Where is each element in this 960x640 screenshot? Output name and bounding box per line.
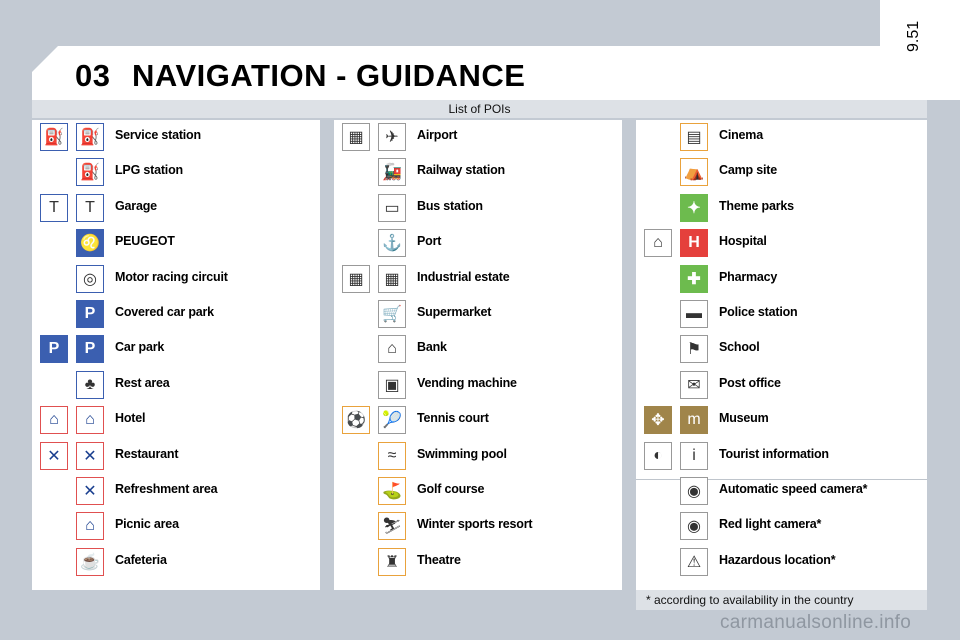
poi-label: Pharmacy bbox=[719, 270, 778, 284]
poi-row bbox=[636, 369, 927, 404]
poi-label: Winter sports resort bbox=[417, 517, 533, 531]
poi-label: Camp site bbox=[719, 163, 777, 177]
picnic-area-icon: ⌂ bbox=[76, 512, 104, 540]
poi-label: Refreshment area bbox=[115, 482, 218, 496]
film-icon: ▤ bbox=[680, 123, 708, 151]
poi-label: Supermarket bbox=[417, 305, 492, 319]
sports-icon: ⚽ bbox=[342, 406, 370, 434]
poi-label: Tennis court bbox=[417, 411, 489, 425]
shopping-cart-icon: 🛒 bbox=[378, 300, 406, 328]
garage-hammer-icon: T bbox=[40, 194, 68, 222]
poi-label: Cinema bbox=[719, 128, 763, 142]
coffee-cup-icon: ☕ bbox=[76, 548, 104, 576]
poi-row bbox=[334, 333, 622, 368]
poi-row bbox=[334, 192, 622, 227]
train-icon: 🚂 bbox=[378, 158, 406, 186]
hospital-h-icon: H bbox=[680, 229, 708, 257]
poi-row bbox=[636, 227, 927, 262]
poi-label: Theme parks bbox=[719, 199, 794, 213]
car-park-icon: P bbox=[40, 335, 68, 363]
poi-label: Vending machine bbox=[417, 376, 517, 390]
industrial-estate-icon: ▦ bbox=[378, 265, 406, 293]
poi-row bbox=[334, 510, 622, 545]
theatre-icon: ♜ bbox=[378, 548, 406, 576]
hazard-warning-icon: ⚠ bbox=[680, 548, 708, 576]
page-number: 9.51 bbox=[905, 20, 922, 52]
peugeot-lion-icon: ♌ bbox=[76, 229, 104, 257]
poi-row bbox=[334, 156, 622, 191]
poi-row bbox=[334, 475, 622, 510]
poi-row bbox=[334, 546, 622, 581]
poi-row bbox=[636, 440, 927, 475]
red-light-camera-icon: ◉ bbox=[680, 512, 708, 540]
poi-row bbox=[636, 121, 927, 156]
poi-row bbox=[334, 298, 622, 333]
availability-footnote: * according to availability in the country bbox=[636, 590, 927, 610]
police-icon: ▬ bbox=[680, 300, 708, 328]
poi-row bbox=[32, 156, 320, 191]
poi-column-2 bbox=[334, 120, 622, 590]
poi-row bbox=[32, 440, 320, 475]
poi-row bbox=[32, 121, 320, 156]
racing-circuit-icon: ◎ bbox=[76, 265, 104, 293]
poi-label: Hazardous location* bbox=[719, 553, 836, 567]
poi-row bbox=[32, 263, 320, 298]
hospital-building-icon: ⌂ bbox=[644, 229, 672, 257]
refreshment-area-icon: ✕ bbox=[76, 477, 104, 505]
poi-label: Industrial estate bbox=[417, 270, 510, 284]
covered-car-park-icon: P bbox=[76, 300, 104, 328]
swimmer-icon: ≈ bbox=[378, 442, 406, 470]
airport-facilities-icon: ▦ bbox=[342, 123, 370, 151]
poi-row bbox=[32, 192, 320, 227]
industrial-estate-icon: ▦ bbox=[342, 265, 370, 293]
speed-camera-icon: ◉ bbox=[680, 477, 708, 505]
poi-row bbox=[32, 510, 320, 545]
envelope-icon: ✉ bbox=[680, 371, 708, 399]
fork-knife-icon: ✕ bbox=[76, 442, 104, 470]
fuel-pump-icon: ⛽ bbox=[40, 123, 68, 151]
poi-label: Cafeteria bbox=[115, 553, 167, 567]
poi-label: Museum bbox=[719, 411, 769, 425]
poi-row bbox=[334, 227, 622, 262]
pharmacy-cross-icon: ✚ bbox=[680, 265, 708, 293]
poi-label: Tourist information bbox=[719, 447, 829, 461]
poi-row bbox=[636, 192, 927, 227]
camp-site-icon: ⛺ bbox=[680, 158, 708, 186]
poi-label: PEUGEOT bbox=[115, 234, 175, 248]
poi-row bbox=[636, 298, 927, 333]
poi-label: Railway station bbox=[417, 163, 505, 177]
poi-row bbox=[32, 298, 320, 333]
skier-icon: ⛷ bbox=[378, 512, 406, 540]
poi-row bbox=[636, 546, 927, 581]
tourist-view-icon: ◐ bbox=[644, 442, 672, 470]
poi-column-1 bbox=[32, 120, 320, 590]
poi-row bbox=[334, 404, 622, 439]
poi-row bbox=[334, 440, 622, 475]
hotel-bed-icon: ⌂ bbox=[40, 406, 68, 434]
poi-label: Port bbox=[417, 234, 442, 248]
poi-row bbox=[334, 263, 622, 298]
vending-machine-icon: ▣ bbox=[378, 371, 406, 399]
poi-label: Police station bbox=[719, 305, 798, 319]
poi-label: Bank bbox=[417, 340, 447, 354]
poi-list-subtitle: List of POIs bbox=[32, 100, 927, 118]
poi-label: Hospital bbox=[719, 234, 767, 248]
poi-label: Garage bbox=[115, 199, 157, 213]
poi-row bbox=[32, 475, 320, 510]
airplane-icon: ✈ bbox=[378, 123, 406, 151]
poi-label: LPG station bbox=[115, 163, 183, 177]
golfer-icon: ⛳ bbox=[378, 477, 406, 505]
poi-label: Covered car park bbox=[115, 305, 214, 319]
poi-row bbox=[636, 475, 927, 510]
poi-label: Swimming pool bbox=[417, 447, 507, 461]
garage-hammer-icon: T bbox=[76, 194, 104, 222]
poi-row bbox=[32, 369, 320, 404]
theme-park-icon: ✦ bbox=[680, 194, 708, 222]
poi-label: Service station bbox=[115, 128, 201, 142]
poi-label: Post office bbox=[719, 376, 781, 390]
information-icon: i bbox=[680, 442, 708, 470]
fork-knife-icon: ✕ bbox=[40, 442, 68, 470]
poi-label: Theatre bbox=[417, 553, 461, 567]
hotel-bed-icon: ⌂ bbox=[76, 406, 104, 434]
poi-row bbox=[636, 510, 927, 545]
fuel-pump-icon: ⛽ bbox=[76, 123, 104, 151]
poi-label: Rest area bbox=[115, 376, 170, 390]
port-ship-icon: ⚓ bbox=[378, 229, 406, 257]
school-children-icon: ⚑ bbox=[680, 335, 708, 363]
poi-row bbox=[334, 369, 622, 404]
lpg-pump-icon: ⛽ bbox=[76, 158, 104, 186]
poi-row bbox=[32, 227, 320, 262]
chapter-number: 03 bbox=[75, 58, 111, 93]
poi-label: Hotel bbox=[115, 411, 146, 425]
poi-row bbox=[636, 404, 927, 439]
poi-row bbox=[636, 156, 927, 191]
car-park-icon: P bbox=[76, 335, 104, 363]
poi-row bbox=[636, 333, 927, 368]
poi-row bbox=[32, 546, 320, 581]
watermark: carmanualsonline.info bbox=[720, 612, 912, 633]
rest-area-icon: ♣ bbox=[76, 371, 104, 399]
poi-row bbox=[636, 263, 927, 298]
poi-label: Restaurant bbox=[115, 447, 179, 461]
page-title: NAVIGATION - GUIDANCE bbox=[132, 58, 526, 93]
museum-m-icon: m bbox=[680, 406, 708, 434]
poi-label: Automatic speed camera* bbox=[719, 482, 868, 496]
poi-label: Car park bbox=[115, 340, 165, 354]
poi-label: Motor racing circuit bbox=[115, 270, 228, 284]
poi-label: Bus station bbox=[417, 199, 483, 213]
poi-label: School bbox=[719, 340, 760, 354]
poi-row bbox=[32, 333, 320, 368]
poi-label: Picnic area bbox=[115, 517, 179, 531]
poi-label: Golf course bbox=[417, 482, 485, 496]
bus-icon: ▭ bbox=[378, 194, 406, 222]
poi-label: Airport bbox=[417, 128, 458, 142]
museum-ornament-icon: ✥ bbox=[644, 406, 672, 434]
poi-row bbox=[334, 121, 622, 156]
bank-icon: ⌂ bbox=[378, 335, 406, 363]
poi-label: Red light camera* bbox=[719, 517, 822, 531]
poi-column-3 bbox=[636, 120, 927, 590]
poi-row bbox=[32, 404, 320, 439]
tennis-player-icon: 🎾 bbox=[378, 406, 406, 434]
